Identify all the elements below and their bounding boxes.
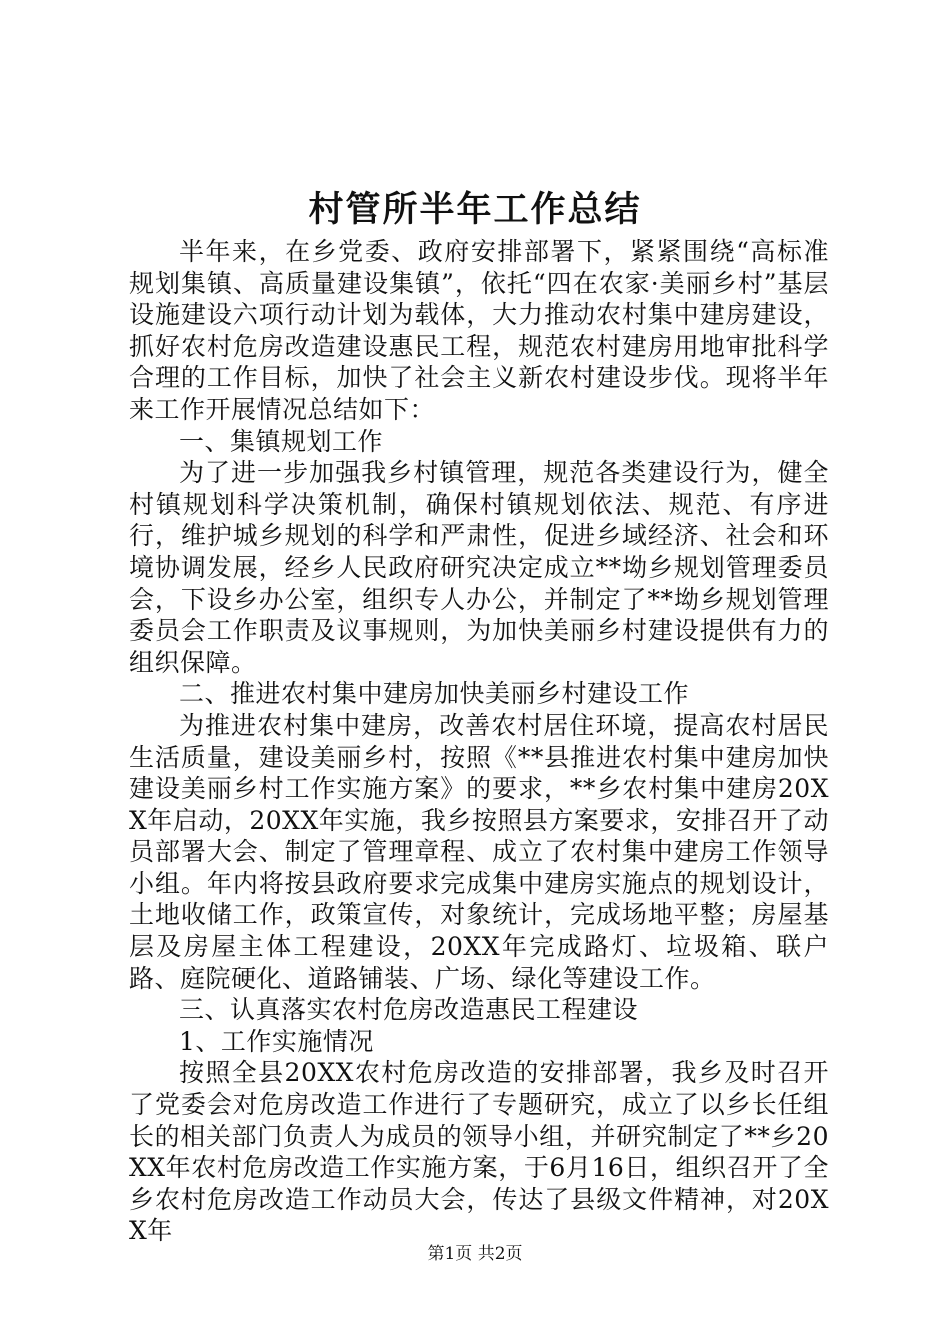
section-heading-1: 一、集镇规划工作 <box>179 426 384 456</box>
document-title: 村管所半年工作总结 <box>308 189 642 230</box>
section-heading-3: 三、认真落实农村危房改造惠民工程建设 <box>179 995 639 1025</box>
page-total: 共2页 <box>477 1244 523 1264</box>
section-paragraph-2: 为推进农村集中建房，改善农村居住环境，提高农村居民生活质量，建设美丽乡村，按照《**县推进农村集中建房加快建设美丽乡村工作实施方案》的要求，**乡农村集中建房20XX年启动，20XX年实施，我乡按照县方案要求，安排召开了动员部署大会、制定了管理章程、成立了农村集中建房工作领导小组。年内将按县政府要求完成集中建房实施点的规划设计，土地收储工作，政策宣传，对象统计，完成场地平整；房屋基层及房屋主体工程建设，20XX年完成路灯、垃圾箱、联户路、庭院硬化、道路铺装、广场、绿化等建设工作。 <box>129 710 829 993</box>
intro-paragraph: 半年来，在乡党委、政府安排部署下，紧紧围绕“高标准规划集镇、高质量建设集镇”，依托“四在农家·美丽乡村”基层设施建设六项行动计划为载体，大力推动农村集中建房建设，抓好农村危房改造建设惠民工程，规范农村建房用地审批科学合理的工作目标，加快了社会主义新农村建设步伐。现将半年来工作开展情况总结如下： <box>129 237 829 424</box>
page-footer <box>0 1242 950 1266</box>
section-heading-2: 二、推进农村集中建房加快美丽乡村建设工作 <box>179 679 690 709</box>
subsection-heading-3-1: 1、工作实施情况 <box>179 1026 374 1056</box>
page-number: 第1页 <box>427 1244 473 1264</box>
subsection-paragraph-3-1: 按照全县20XX农村危房改造的安排部署，我乡及时召开了党委会对危房改造工作进行了专题研究，成立了以乡长任组长的相关部门负责人为成员的领导小组，并研究制定了**乡20XX年农村危房改造工作实施方案，于6月16日，组织召开了全乡农村危房改造工作动员大会，传达了县级文件精神，对20XX年 <box>129 1058 829 1246</box>
section-paragraph-1: 为了进一步加强我乡村镇管理，规范各类建设行为，健全村镇规划科学决策机制，确保村镇规划依法、规范、有序进行，维护城乡规划的科学和严肃性，促进乡域经济、社会和环境协调发展，经乡人民政府研究决定成立**坳乡规划管理委员会，下设乡办公室，组织专人办公，并制定了**坳乡规划管理委员会工作职责及议事规则，为加快美丽乡村建设提供有力的组织保障。 <box>129 458 829 677</box>
document-body <box>129 236 829 1247</box>
